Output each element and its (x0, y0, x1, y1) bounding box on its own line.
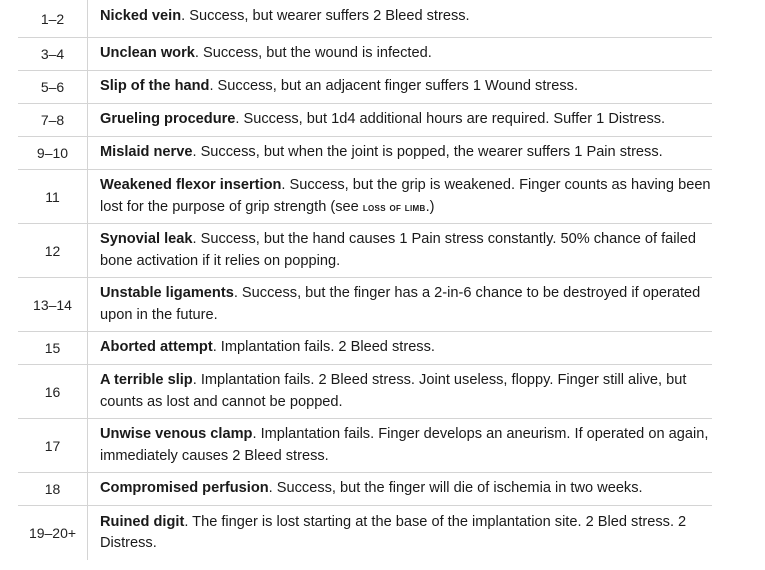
roll-range: 3–4 (18, 38, 88, 70)
result-text: . Success, but the finger has a 2-in-6 chance to be destroyed if operated upon in the future. (100, 285, 701, 323)
result-text-after: .) (425, 198, 435, 215)
table-row (18, 0, 712, 38)
row-description (88, 473, 712, 505)
result-text: . Success, but the grip is weakened. Finger counts as having been lost for the purpose of grip strength (see (100, 177, 711, 215)
table-row (18, 506, 712, 560)
result-text: . The finger is lost starting at the base of the implantation site. 2 Bled stress. 2 Distress. (100, 513, 687, 551)
roll-range: 15 (18, 332, 88, 364)
result-text: . Success, but an adjacent finger suffers 1 Wound stress. (209, 78, 579, 95)
row-description (88, 278, 712, 331)
table-row (18, 419, 712, 473)
roll-range: 16 (18, 365, 88, 418)
row-description (88, 419, 712, 472)
table-row (18, 104, 712, 137)
roll-range: 13–14 (18, 278, 88, 331)
roll-range: 11 (18, 170, 88, 223)
result-name: Slip of the hand (100, 78, 210, 95)
result-text: . Success, but when the joint is popped, the wearer suffers 1 Pain stress. (192, 144, 663, 161)
result-name: Unwise venous clamp (100, 426, 253, 442)
result-name: Ruined digit (100, 513, 185, 530)
result-name: Mislaid nerve (100, 144, 193, 161)
row-description (88, 137, 712, 169)
result-text: . Success, but 1d4 additional hours are required. Suffer 1 Distress. (235, 111, 666, 128)
result-text: . Success, but wearer suffers 2 Bleed stress. (181, 8, 470, 25)
row-description (88, 71, 712, 103)
roll-range: 19–20+ (18, 506, 88, 560)
cross-reference: loss of limb (362, 199, 426, 214)
complication-table (18, 0, 712, 560)
table-row (18, 224, 712, 278)
table-row (18, 71, 712, 104)
result-name: A terrible slip (100, 372, 193, 388)
result-text: . Success, but the wound is infected. (194, 45, 432, 62)
table-row (18, 332, 712, 365)
table-row (18, 170, 712, 224)
row-description (88, 224, 712, 277)
result-text: . Implantation fails. Finger develops an aneurism. If operated on again, immediately causes 2 Bleed stress. (100, 426, 709, 464)
result-name: Compromised perfusion (100, 480, 269, 497)
result-text: . Implantation fails. 2 Bleed stress. Joint useless, floppy. Finger still alive, but counts as lost and cannot be popped. (100, 372, 687, 410)
result-name: Weakened flexor insertion (100, 177, 282, 193)
roll-range: 18 (18, 473, 88, 505)
table-row (18, 38, 712, 71)
result-name: Unstable ligaments (100, 285, 234, 301)
result-text: . Success, but the hand causes 1 Pain stress constantly. 50% chance of failed bone activation if it relies on popping. (100, 231, 696, 269)
table-row (18, 278, 712, 332)
row-description (88, 365, 712, 418)
result-name: Aborted attempt (100, 339, 213, 356)
table-row (18, 473, 712, 506)
row-description (88, 506, 712, 560)
result-text: . Success, but the finger will die of ischemia in two weeks. (268, 480, 643, 497)
result-name: Unclean work (100, 45, 195, 62)
row-description (88, 0, 712, 37)
row-description (88, 38, 712, 70)
roll-range: 12 (18, 224, 88, 277)
result-name: Synovial leak (100, 231, 193, 247)
roll-range: 1–2 (18, 0, 88, 37)
roll-range: 17 (18, 419, 88, 472)
row-description (88, 332, 712, 364)
roll-range: 7–8 (18, 104, 88, 136)
table-row (18, 137, 712, 170)
row-description (88, 104, 712, 136)
result-name: Nicked vein (100, 8, 182, 25)
roll-range: 9–10 (18, 137, 88, 169)
roll-range: 5–6 (18, 71, 88, 103)
result-text: . Implantation fails. 2 Bleed stress. (212, 339, 435, 356)
row-description (88, 170, 712, 223)
table-row (18, 365, 712, 419)
result-name: Grueling procedure (100, 111, 236, 128)
